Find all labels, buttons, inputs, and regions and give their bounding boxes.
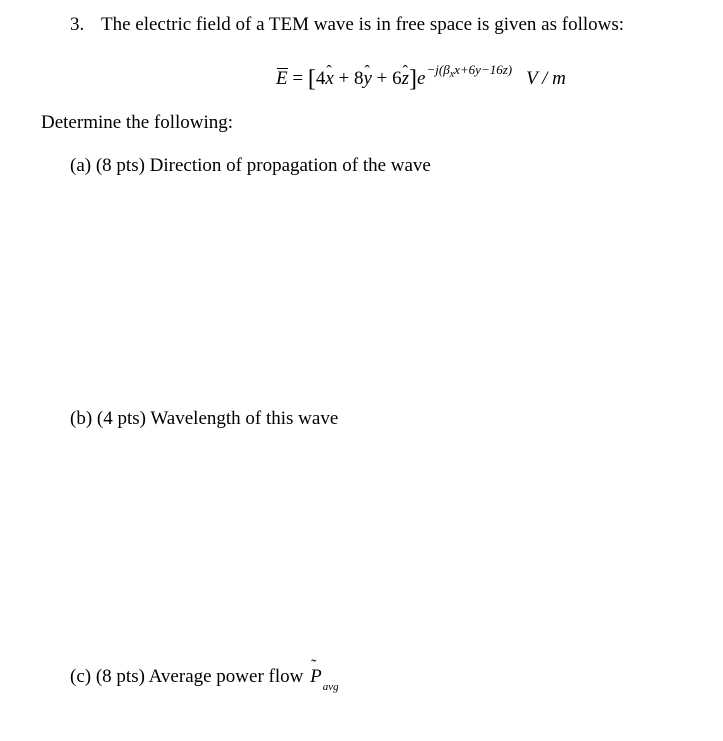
part-b-text: (b) (4 pts) Wavelength of this wave	[70, 408, 339, 429]
plus-sign: +	[333, 68, 354, 89]
part-c	[70, 665, 339, 699]
electric-field-equation	[276, 56, 566, 93]
coefficient-y: 8	[353, 68, 364, 89]
part-c-text: (c) (8 pts) Average power flow	[70, 666, 309, 687]
exponent-prefix: −j(	[426, 62, 444, 77]
question-text: The electric field of a TEM wave is in free space is given as follows:	[101, 14, 625, 35]
plus-sign: +	[371, 68, 393, 89]
power-symbol: ˜ P	[310, 665, 322, 689]
power-subscript: avg	[322, 681, 339, 693]
exponent-close: )	[507, 62, 513, 77]
field-vector-symbol: E	[276, 65, 288, 93]
close-bracket: ]	[409, 66, 418, 92]
instruction-text: Determine the following:	[41, 112, 234, 133]
exponential-base: e	[417, 68, 426, 89]
part-a-text: (a) (8 pts) Direction of propagation of the wave	[70, 155, 431, 176]
unit-vector-z: ˆ z	[402, 65, 409, 93]
coefficient-z: 6	[392, 68, 402, 89]
equals-sign: =	[287, 68, 308, 89]
unit-vector-x: ˆ x	[325, 65, 333, 93]
exponent-beta: β	[443, 62, 450, 77]
exponent-rest: x+6y−16z	[454, 62, 508, 77]
question-number: 3.	[70, 14, 85, 35]
open-bracket: [	[307, 66, 316, 92]
exponent-beta-subscript: x	[449, 69, 455, 80]
coefficient-x: 4	[315, 68, 326, 89]
equation-units: V / m	[526, 68, 566, 89]
unit-vector-y: ˆ y	[363, 65, 371, 93]
exponent	[426, 62, 513, 80]
